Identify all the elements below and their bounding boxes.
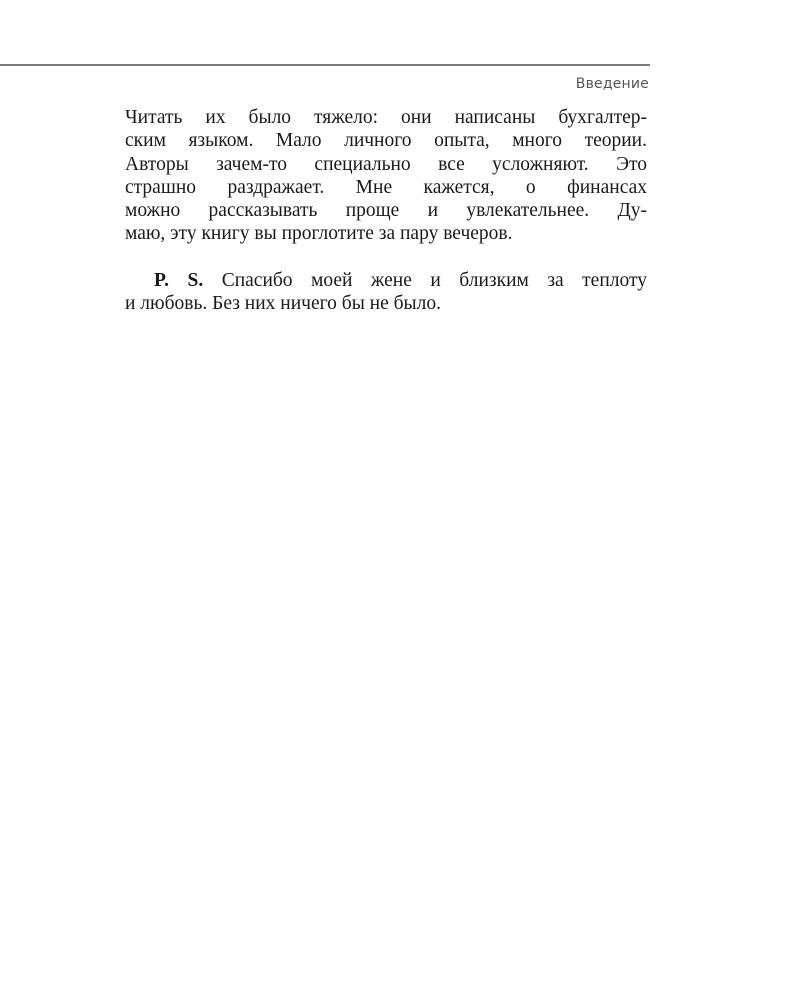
text-line: ским языком. Мало личного опыта, много теории.	[125, 130, 647, 152]
running-head: Введение	[575, 76, 649, 92]
postscript-line-2: и любовь. Без них ничего бы не было.	[125, 293, 442, 315]
header-rule	[0, 64, 650, 66]
paragraph-spacer	[125, 246, 647, 269]
postscript-label: P. S.	[154, 269, 204, 291]
paragraph-main	[125, 106, 647, 246]
text-line: Авторы зачем-то специально все усложняют. Это	[125, 153, 647, 175]
text-line: можно рассказывать проще и увлекательнее. Ду-	[125, 200, 647, 222]
postscript-line-1	[125, 269, 647, 292]
postscript-text: Спасибо моей жене и близким за теплоту	[221, 269, 648, 291]
text-line: страшно раздражает. Мне кажется, о финансах	[125, 176, 647, 198]
text-line: маю, эту книгу вы проглотите за пару вечеров.	[125, 223, 513, 245]
paragraph-postscript	[125, 269, 647, 316]
body-text	[125, 106, 647, 315]
text-line: Читать их было тяжело: они написаны бухгалтер-	[125, 107, 647, 128]
